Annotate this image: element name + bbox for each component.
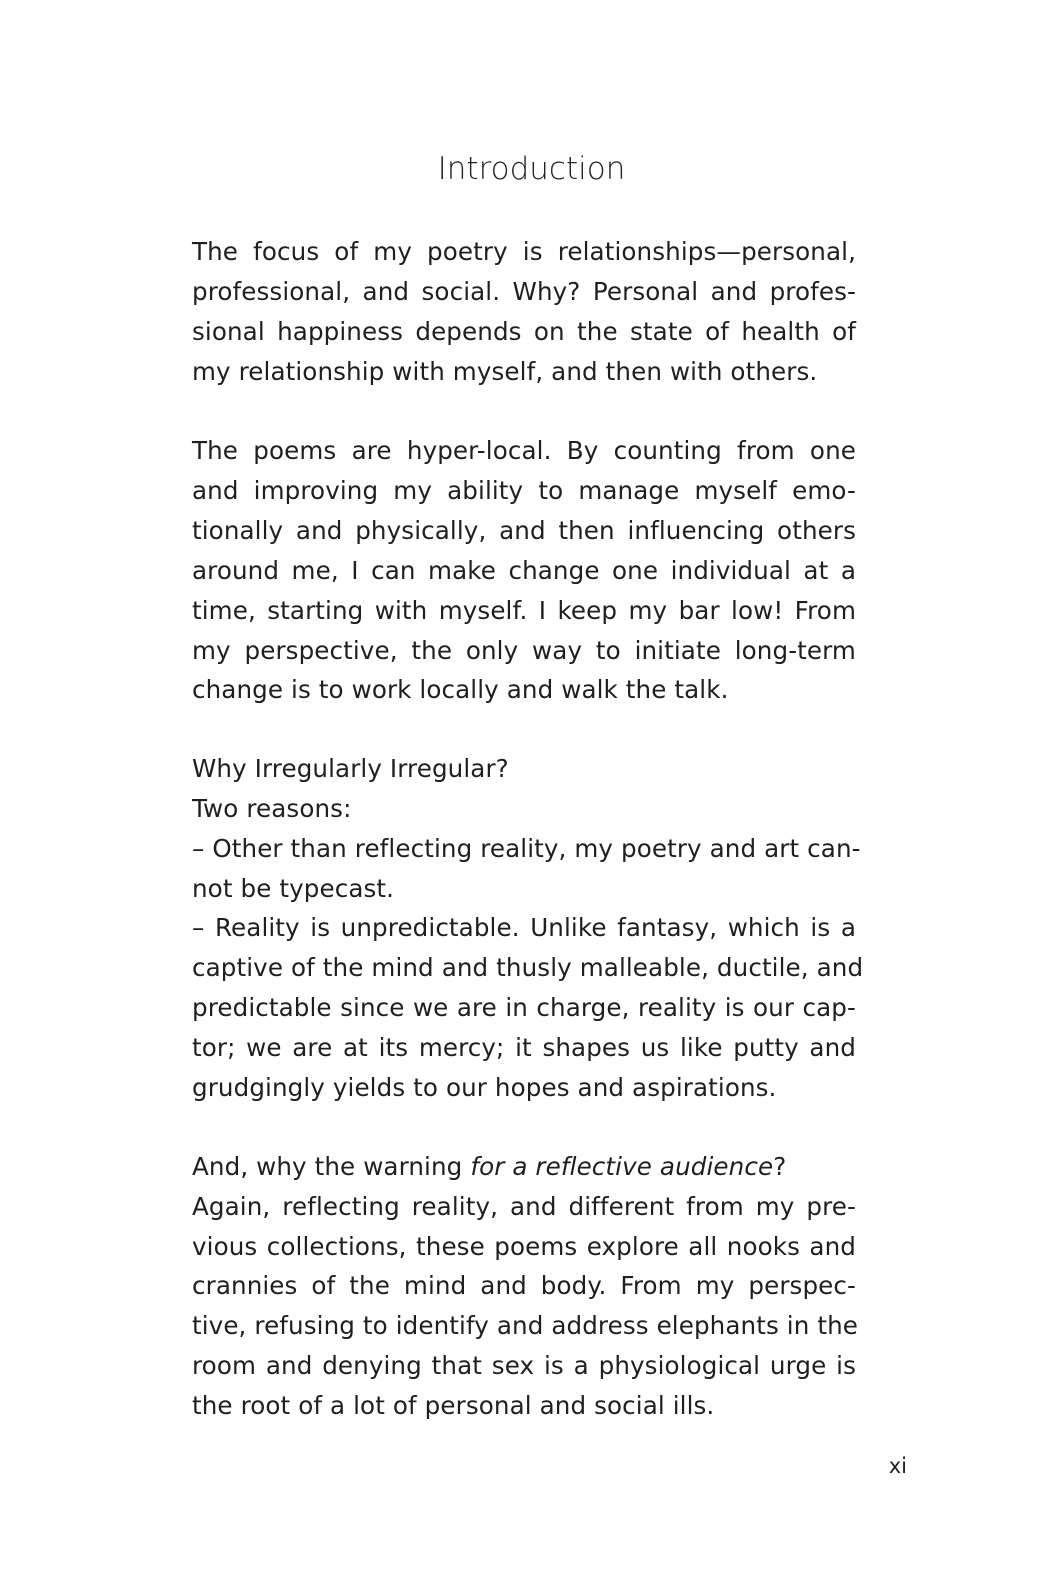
text-line: Again, reflecting reality, and different from my pre- bbox=[192, 1192, 856, 1221]
question-italic-text: for a reflective audience bbox=[470, 1152, 774, 1181]
text-line: vious collections, these poems explore all nooks and bbox=[192, 1232, 856, 1261]
text-line: The poems are hyper-local. By counting from one bbox=[192, 436, 856, 465]
text-line: captive of the mind and thusly malleable, ductile, and bbox=[192, 953, 864, 982]
text-line: The focus of my poetry is relationships—personal, bbox=[192, 237, 856, 266]
question-mark: ? bbox=[773, 1152, 787, 1181]
text-line: crannies of the mind and body. From my perspec- bbox=[192, 1271, 856, 1300]
text-line: change is to work locally and walk the talk. bbox=[192, 675, 729, 704]
text-line: predictable since we are in charge, reality is our cap- bbox=[192, 993, 856, 1022]
text-line: not be typecast. bbox=[192, 874, 395, 903]
text-line: Two reasons: bbox=[192, 794, 352, 823]
question-line bbox=[192, 1147, 856, 1187]
text-line: tionally and physically, and then influencing others bbox=[192, 516, 856, 545]
question-text: And, why the warning bbox=[192, 1152, 471, 1181]
text-line: time, starting with myself. I keep my bar low! From bbox=[192, 596, 856, 625]
text-line: room and denying that sex is a physiological urge is bbox=[192, 1351, 856, 1380]
text-line: and improving my ability to manage myself emo- bbox=[192, 476, 856, 505]
text-line: – Reality is unpredictable. Unlike fantasy, which is a bbox=[192, 913, 856, 942]
text-line: grudgingly yields to our hopes and aspirations. bbox=[192, 1073, 777, 1102]
text-line: tive, refusing to identify and address elephants in the bbox=[192, 1311, 858, 1340]
page-title: Introduction bbox=[437, 151, 626, 187]
text-line: the root of a lot of personal and social ills. bbox=[192, 1391, 715, 1420]
text-line: around me, I can make change one individual at a bbox=[192, 556, 856, 585]
text-line: tor; we are at its mercy; it shapes us like putty and bbox=[192, 1033, 856, 1062]
text-line: my relationship with myself, and then with others. bbox=[192, 357, 818, 386]
text-line: Why Irregularly Irregular? bbox=[192, 754, 509, 783]
text-line: professional, and social. Why? Personal and profes- bbox=[192, 277, 856, 306]
text-line: my perspective, the only way to initiate long-term bbox=[192, 636, 856, 665]
text-line: – Other than reflecting reality, my poetry and art can- bbox=[192, 834, 861, 863]
page-number: xi bbox=[888, 1454, 907, 1478]
text-line: sional happiness depends on the state of health of bbox=[192, 317, 856, 346]
